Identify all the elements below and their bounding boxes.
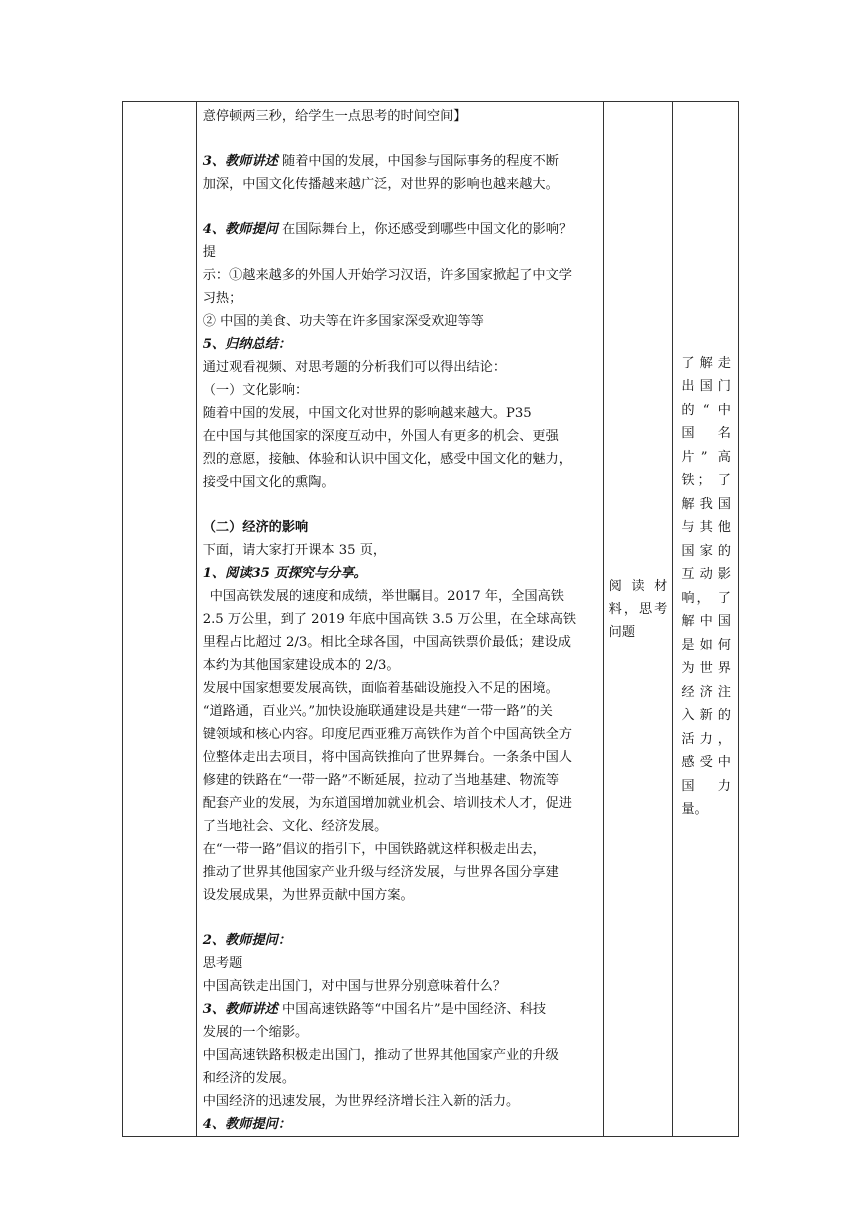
student-activity-cell [603, 102, 673, 1137]
step-text: 在国际舞台上，你还感受到哪些中国文化的影响？ 提 [202, 222, 586, 260]
table-row [123, 102, 739, 1137]
text-line: 互动影 [681, 567, 731, 582]
text-line: 入新的 [681, 708, 731, 723]
text-line: “道路通，百业兴。”加快设施联通建设是共建“一带一路”的关 [202, 704, 553, 719]
teacher-activity-cell [196, 102, 603, 1137]
text-line: 里程占比超过 2/3。相比全球各国，中国高铁票价最低；建设成 [202, 635, 571, 650]
text-line: 推动了世界其他国家产业升级与经济发展，与世界各国分享建 [202, 865, 559, 880]
text-line: 下面，请大家打开课本 35 页， [202, 543, 387, 558]
section-heading: 2、教师提问： [202, 933, 292, 948]
text-line: 接受中国文化的熏陶。 [202, 475, 335, 490]
text-line: 通过观看视频、对思考题的分析我们可以得出结论： [202, 360, 507, 375]
text-line: （一）文化影响： [202, 383, 309, 398]
text-line: 设发展成果，为世界贡献中国方案。 [202, 888, 414, 903]
text-line: 解我国 [681, 496, 731, 512]
text-line: 发展中国家想要发展高铁，面临着基础设施投入不足的困境。 [202, 681, 559, 696]
step-label: 3、教师讲述 [202, 154, 278, 169]
text-line: 习热； [202, 291, 243, 306]
text-line: 键领域和核心内容。印度尼西亚雅万高铁作为首个中国高铁全方 [202, 727, 572, 742]
text-line: 解中国 [681, 614, 731, 629]
text-line: 本约为其他国家建设成本的 2/3。 [202, 658, 400, 673]
text-line: 铁； 了 [681, 473, 731, 488]
text-line: ② 中国的美食、功夫等在许多国家深受欢迎等等 [202, 314, 484, 329]
text-line: 活力， [681, 731, 731, 747]
text-line: 烈的意愿，接触、体验和认识中国文化，感受中国文化的魅力， [202, 452, 572, 467]
text-line: 阅读材 [608, 578, 668, 594]
section-heading: 1、阅读35 页探究与分享。 [202, 566, 367, 581]
text-line: 中国经济的迅速发展，为世界经济增长注入新的活力。 [202, 1094, 520, 1109]
text-line: 意停顿两三秒，给学生一点思考的时间空间】 [202, 109, 467, 124]
text-line: 思考题 [202, 956, 243, 971]
step-text: 中国高速铁路等“中国名片”是中国经济、科技 [282, 1002, 547, 1017]
step-label: 4、教师提问 [202, 222, 278, 237]
text-line: 中国高铁走出国门，对中国与世界分别意味着什么？ [202, 979, 507, 994]
text-line: 感受中 [681, 755, 731, 770]
section-heading: （二）经济的影响 [202, 520, 309, 535]
text-line: 发展的一个缩影。 [202, 1025, 309, 1040]
design-intent-cell [673, 102, 739, 1137]
text-line: 问题 [608, 624, 636, 640]
text-line: 了当地社会、文化、经济发展。 [202, 819, 388, 834]
text-line: 了解走 [681, 355, 731, 371]
text-line: 配套产业的发展，为东道国增加就业机会、培训技术人才，促进 [202, 796, 572, 811]
text-line: 加深，中国文化传播越来越广泛，对世界的影响也越来越大。 [202, 177, 559, 192]
section-heading: 4、教师提问： [202, 1117, 292, 1132]
text-line: 出国门 [681, 379, 731, 394]
text-line: 示：①越来越多的外国人开始学习汉语，许多国家掀起了中文学 [202, 268, 572, 283]
text-line: 在中国与其他国家的深度互动中，外国人有更多的机会、更强 [202, 429, 559, 444]
text-line: 在“一带一路”倡议的指引下，中国铁路就这样积极走出去， [202, 842, 546, 857]
text-line: 随着中国的发展，中国文化对世界的影响越来越大。P35 [202, 406, 532, 421]
step-text: 随着中国的发展，中国参与国际事务的程度不断 [282, 154, 559, 169]
text-line [203, 150, 597, 173]
text-line: 修建的铁路在“一带一路”不断延展，拉动了当地基建、物流等 [202, 773, 560, 788]
text-line: 2.5 万公里，到了 2019 年底中国高铁 3.5 万公里，在全球高铁 [202, 612, 577, 627]
text-line: 片” 高 [681, 449, 731, 465]
text-line: 国家的 [681, 543, 731, 559]
text-line: 的“中 [681, 402, 731, 418]
text-line: 为世界 [681, 661, 731, 676]
text-line: 中国高速铁路积极走出国门，推动了世界其他国家产业的升级 [202, 1048, 559, 1063]
text-line [203, 998, 597, 1021]
section-heading: 5、归纳总结： [202, 337, 292, 352]
text-line: 是如何 [681, 637, 731, 653]
text-line: 料，思考 [608, 601, 668, 617]
text-line: 国 力 [681, 778, 731, 794]
text-line: 和经济的发展。 [202, 1071, 296, 1086]
step-label: 3、教师讲述 [202, 1002, 278, 1017]
text-line: 与其他 [681, 520, 731, 535]
stage-column-cell [123, 102, 197, 1137]
text-line: 中国高铁发展的速度和成绩，举世瞩目。2017 年，全国高铁 [209, 589, 564, 604]
lesson-plan-table [122, 101, 739, 1137]
text-line: 位整体走出去项目，将中国高铁推向了世界舞台。一条条中国人 [202, 750, 572, 765]
text-line: 量。 [681, 802, 708, 817]
text-line: 经济注 [681, 684, 731, 700]
text-line: 国 名 [681, 426, 731, 441]
text-line [203, 218, 597, 264]
text-line: 响， 了 [681, 590, 731, 606]
